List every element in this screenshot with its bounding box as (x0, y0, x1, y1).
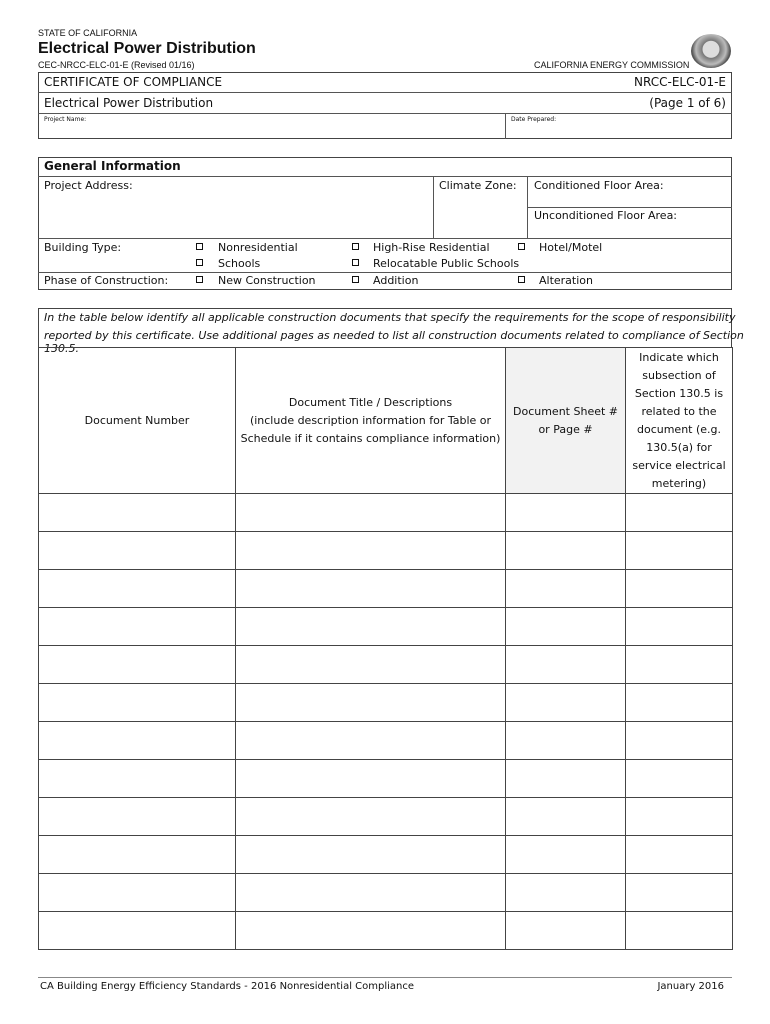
subsection-cell[interactable] (626, 798, 733, 836)
hotel-label: Hotel/Motel (539, 241, 603, 254)
document-number-cell[interactable] (39, 494, 236, 532)
table-row (39, 608, 733, 646)
subsection-cell[interactable] (626, 684, 733, 722)
subsection-cell[interactable] (626, 874, 733, 912)
document-title-cell[interactable] (236, 570, 506, 608)
unconditioned-area-label: Unconditioned Floor Area: (534, 209, 678, 222)
relocatable-checkbox[interactable] (352, 259, 359, 266)
new-construction-label: New Construction (218, 274, 316, 287)
table-row (39, 646, 733, 684)
document-number-cell[interactable] (39, 798, 236, 836)
instructions-line-2: reported by this certificate. Use additional pages as needed to list all construction documents related to compliance of Section 130.5. (44, 329, 744, 355)
subsection-cell[interactable] (626, 722, 733, 760)
document-sheet-cell[interactable] (506, 874, 626, 912)
document-sheet-cell[interactable] (506, 798, 626, 836)
climate-zone-label: Climate Zone: (439, 179, 517, 192)
document-sheet-cell[interactable] (506, 722, 626, 760)
document-number-cell[interactable] (39, 570, 236, 608)
document-title-cell[interactable] (236, 494, 506, 532)
document-title-cell[interactable] (236, 608, 506, 646)
document-number-cell[interactable] (39, 684, 236, 722)
documents-header-row (39, 348, 733, 494)
document-title-cell[interactable] (236, 836, 506, 874)
state-seal-icon (691, 34, 731, 68)
subsection-cell[interactable] (626, 494, 733, 532)
certificate-label: CERTIFICATE OF COMPLIANCE (44, 75, 223, 89)
footer-left: CA Building Energy Efficiency Standards - 2016 Nonresidential Compliance (40, 981, 415, 992)
document-number-cell[interactable] (39, 722, 236, 760)
subsection-cell[interactable] (626, 646, 733, 684)
schools-checkbox[interactable] (196, 259, 203, 266)
document-sheet-cell[interactable] (506, 912, 626, 950)
document-title-cell[interactable] (236, 874, 506, 912)
agency-label: CALIFORNIA ENERGY COMMISSION (534, 60, 690, 70)
table-row (39, 684, 733, 722)
document-title-cell[interactable] (236, 532, 506, 570)
relocatable-label: Relocatable Public Schools (373, 257, 520, 270)
subsection-cell[interactable] (626, 836, 733, 874)
form-id: NRCC-ELC-01-E (634, 75, 726, 89)
document-title-cell[interactable] (236, 912, 506, 950)
alteration-label: Alteration (539, 274, 593, 287)
document-number-cell[interactable] (39, 532, 236, 570)
document-title-cell[interactable] (236, 646, 506, 684)
subtitle: Electrical Power Distribution (44, 96, 214, 110)
nonresidential-label: Nonresidential (218, 241, 298, 254)
document-title-cell[interactable] (236, 684, 506, 722)
col-subsection: Indicate which subsection of Section 130.5 is related to the document (e.g. 130.5(a) for service electrical metering) (626, 348, 733, 494)
table-row (39, 874, 733, 912)
new-construction-checkbox[interactable] (196, 276, 203, 283)
document-number-cell[interactable] (39, 912, 236, 950)
table-row (39, 570, 733, 608)
document-title-cell[interactable] (236, 722, 506, 760)
document-title-cell[interactable] (236, 798, 506, 836)
instructions-line-1: In the table below identify all applicable construction documents that specify the requirements for the scope of responsibility (44, 311, 736, 324)
document-sheet-cell[interactable] (506, 836, 626, 874)
document-sheet-cell[interactable] (506, 494, 626, 532)
addition-checkbox[interactable] (352, 276, 359, 283)
table-row (39, 836, 733, 874)
document-sheet-cell[interactable] (506, 532, 626, 570)
climate-zone-field[interactable] (439, 195, 523, 235)
project-address-field[interactable] (44, 195, 429, 235)
document-title-cell[interactable] (236, 760, 506, 798)
table-row (39, 798, 733, 836)
document-sheet-cell[interactable] (506, 570, 626, 608)
document-number-cell[interactable] (39, 646, 236, 684)
page-indicator: (Page 1 of 6) (649, 96, 726, 110)
table-row (39, 494, 733, 532)
col-document-number: Document Number (39, 348, 236, 494)
state-label: STATE OF CALIFORNIA (38, 28, 138, 38)
document-sheet-cell[interactable] (506, 684, 626, 722)
hotel-checkbox[interactable] (518, 243, 525, 250)
document-number-cell[interactable] (39, 874, 236, 912)
form-code: CEC-NRCC-ELC-01-E (Revised 01/16) (38, 60, 195, 70)
document-sheet-cell[interactable] (506, 760, 626, 798)
form-title: Electrical Power Distribution (38, 40, 256, 57)
subsection-cell[interactable] (626, 532, 733, 570)
document-number-cell[interactable] (39, 760, 236, 798)
table-row (39, 912, 733, 950)
table-row (39, 532, 733, 570)
addition-label: Addition (373, 274, 419, 287)
subsection-cell[interactable] (626, 912, 733, 950)
date-prepared-field[interactable] (511, 124, 729, 137)
general-info-heading: General Information (44, 159, 181, 173)
document-sheet-cell[interactable] (506, 646, 626, 684)
document-sheet-cell[interactable] (506, 608, 626, 646)
conditioned-area-label: Conditioned Floor Area: (534, 179, 664, 192)
project-address-label: Project Address: (44, 179, 133, 192)
high-rise-checkbox[interactable] (352, 243, 359, 250)
footer-right: January 2016 (657, 981, 724, 992)
col-document-title: Document Title / Descriptions (include description information for Table or Schedule if it contains compliance information) (236, 348, 506, 494)
alteration-checkbox[interactable] (518, 276, 525, 283)
document-number-cell[interactable] (39, 836, 236, 874)
project-name-field[interactable] (60, 124, 500, 137)
nonresidential-checkbox[interactable] (196, 243, 203, 250)
col-document-sheet: Document Sheet # or Page # (506, 348, 626, 494)
footer-divider (38, 977, 732, 978)
phase-label: Phase of Construction: (44, 274, 169, 287)
table-row (39, 760, 733, 798)
table-row (39, 722, 733, 760)
subsection-cell[interactable] (626, 608, 733, 646)
documents-table (38, 347, 733, 950)
document-number-cell[interactable] (39, 608, 236, 646)
date-prepared-label: Date Prepared: (511, 116, 557, 123)
schools-label: Schools (218, 257, 261, 270)
project-name-label: Project Name: (44, 116, 87, 123)
high-rise-label: High-Rise Residential (373, 241, 490, 254)
subsection-cell[interactable] (626, 760, 733, 798)
subsection-cell[interactable] (626, 570, 733, 608)
building-type-label: Building Type: (44, 241, 122, 254)
